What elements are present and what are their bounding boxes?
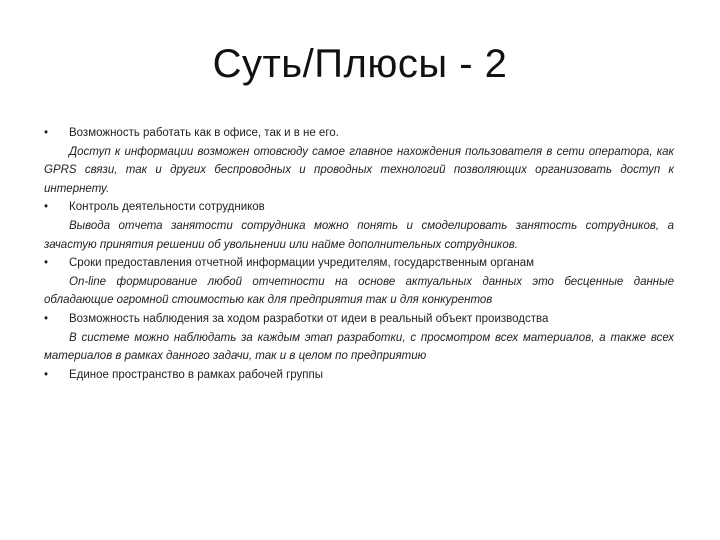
bullet-dot-icon: • — [44, 312, 49, 325]
bullet-item — [44, 366, 674, 385]
bullet-item — [44, 254, 674, 273]
slide-content — [44, 124, 674, 384]
bullet-item — [44, 198, 674, 217]
bullet-item — [44, 310, 674, 329]
bullet-label: Сроки предоставления отчетной информации учредителям, государственным органам — [69, 257, 535, 270]
bullet-dot-icon: • — [44, 201, 49, 214]
bullet-description: On-line формирование любой отчетности на основе актуальных данных это бесценные данные обладающие огромной стоимостью как для предприятия так и для конкурентов — [44, 275, 674, 307]
bullet-label: Контроль деятельности сотрудников — [69, 201, 265, 214]
bullet-item — [44, 124, 674, 143]
bullet-label: Возможность наблюдения за ходом разработки от идеи в реальный объект производства — [69, 312, 549, 325]
bullet-description: В системе можно наблюдать за каждым этап разработки, с просмотром всех материалов, а также всех материалов в рамках данного задачи, так и в целом по предприятию — [44, 331, 674, 363]
bullet-dot-icon: • — [44, 127, 49, 139]
bullet-label: Возможность работать как в офисе, так и в не его. — [69, 127, 339, 139]
bullet-dot-icon: • — [44, 368, 49, 381]
bullet-description: Доступ к информации возможен отовсюду самое главное нахождения пользователя в сети оператора, как GPRS связи, так и других беспроводных и проводных технологий позволяющих организовать доступ к интернету. — [44, 145, 674, 195]
bullet-label: Единое пространство в рамках рабочей группы — [69, 368, 323, 381]
slide-title: Суть/Плюсы - 2 — [212, 42, 508, 86]
bullet-dot-icon: • — [44, 257, 49, 270]
bullet-description: Вывода отчета занятости сотрудника можно понять и смоделировать занятость сотрудников, а зачастую принятия решении об увольнении или найме дополнительных сотрудников. — [44, 219, 674, 251]
